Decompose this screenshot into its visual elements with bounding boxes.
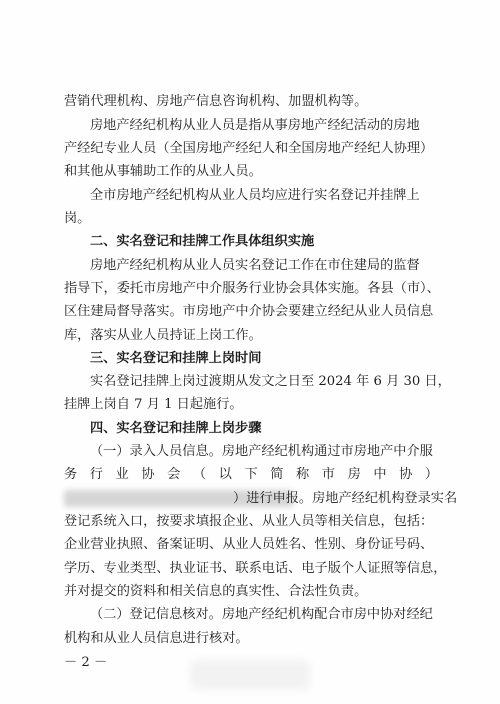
text-line-8: 房地产经纪机构从业人员实名登记工作在市住建局的监督 xyxy=(90,258,420,273)
section-heading-4: 四、实名登记和挂牌上岗步骤 xyxy=(90,421,262,436)
section-heading-3: 三、实名登记和挂牌上岗时间 xyxy=(90,351,262,366)
text-line-16: （一）录入人员信息。房地产经纪机构通过市房地产中介服 xyxy=(90,444,433,459)
text-line-6: 岗。 xyxy=(64,211,91,226)
text-line-19: 登记系统入口，按要求填报企业、从业人员等相关信息，包括： xyxy=(64,514,434,529)
page-number: － 2 － xyxy=(64,655,108,670)
text-line-14: 挂牌上岗自 7 月 1 日起施行。 xyxy=(64,397,243,412)
text-line-18: ）进行申报。房地产经纪机构登录实名 xyxy=(233,491,458,506)
text-line-24: 机构和从业人员信息进行核对。 xyxy=(64,631,249,646)
text-line-22: 并对提交的资料和相关信息的真实性、合法性负责。 xyxy=(64,584,368,599)
text-line-13: 实名登记挂牌上岗过渡期从发文之日至 2024 年 6 月 30 日， xyxy=(90,374,451,389)
text-line-3: 产经纪专业人员（全国房地产经纪人和全国房地产经纪人协理） xyxy=(64,141,434,156)
scan-smudge xyxy=(190,660,310,690)
text-line-2: 房地产经纪机构从业人员是指从事房地产经纪活动的房地 xyxy=(90,118,420,133)
text-line-5: 全市房地产经纪机构从业人员均应进行实名登记并挂牌上 xyxy=(90,188,420,203)
text-line-21: 学历、专业类型、执业证书、联系电话、电子版个人证照等信息， xyxy=(64,561,447,576)
text-line-4: 和其他从事辅助工作的从业人员。 xyxy=(64,164,262,179)
section-heading-2: 二、实名登记和挂牌工作具体组织实施 xyxy=(90,234,315,249)
text-line-17: 务 行 业 协 会 （ 以 下 简 称 市 房 中 协 ） xyxy=(64,467,443,482)
text-line-1: 营销代理机构、房地产信息咨询机构、加盟机构等。 xyxy=(64,94,368,109)
text-line-11: 库，落实从业人员持证上岗工作。 xyxy=(64,328,262,343)
text-line-20: 企业营业执照、备案证明、从业人员姓名、性别、身份证号码、 xyxy=(64,537,434,552)
text-line-10: 区住建局督导落实。市房地产中介协会要建立经纪从业人员信息 xyxy=(64,304,434,319)
text-line-9: 指导下，委托市房地产中介服务行业协会具体实施。各县（市）、 xyxy=(64,281,440,296)
text-line-23: （二）登记信息核对。房地产经纪机构配合市房中协对经纪 xyxy=(90,607,433,622)
